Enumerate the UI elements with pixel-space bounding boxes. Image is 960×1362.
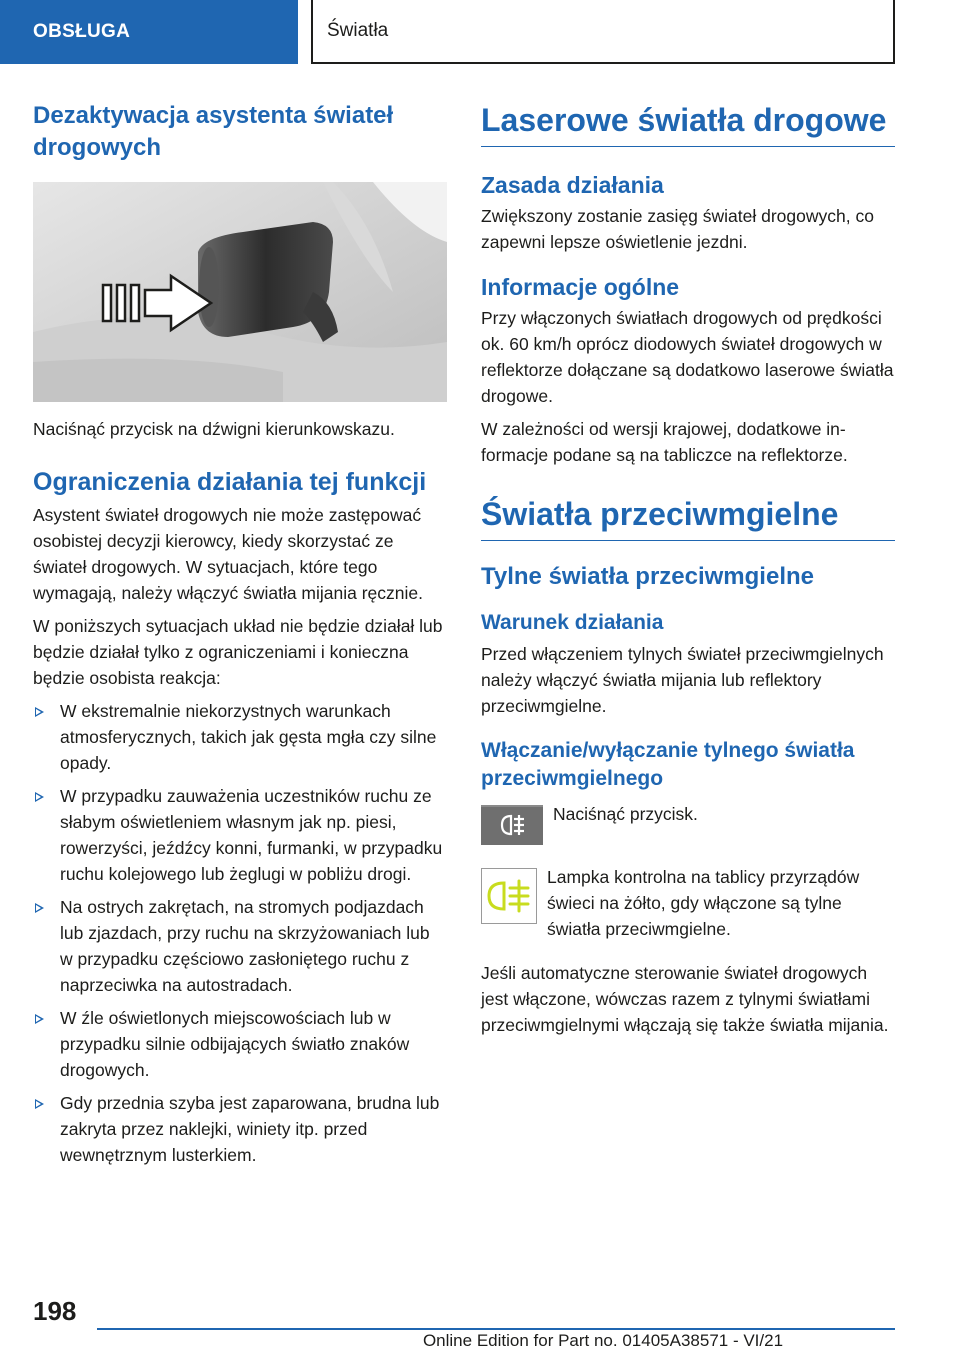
- rear-fog-indicator-icon: [481, 868, 537, 929]
- paragraph-limitations-1: Asystent świateł drogowych nie może zastępować osobistej decyzji kierowcy, kiedy skorzystać ze świateł drogowych. W sytuacjach, które tego wymagają, należy włączyć światła mijania ręcznie.: [33, 505, 424, 603]
- left-column: [33, 100, 447, 1168]
- right-column: [481, 100, 895, 1038]
- list-item: [33, 783, 447, 887]
- footer-divider: [97, 1328, 895, 1330]
- list-item: [33, 698, 447, 776]
- turn-signal-lever-figure: [33, 182, 447, 402]
- indicator-instruction-text: Lampka kontrolna na tablicy przyrządów świeci na żółto, gdy włączone są tylne światła przeciwmgielne.: [547, 867, 860, 939]
- subheading-principle: Zasada działania: [481, 172, 664, 198]
- paragraph-principle: Zwiększony zostanie zasięg świateł drogowych, co zapewni lepsze oświetlenie jezdni.: [481, 206, 874, 252]
- subheading-operating-condition: Warunek działania: [481, 611, 664, 634]
- paragraph-operating-condition: Przed włączeniem tylnych świateł przeciwmgielnych należy włączyć światła mijania lub reflektory przeciwmgielne.: [481, 644, 884, 716]
- chapter-title-text: Światła: [327, 20, 389, 41]
- heading-fog-lights: Światła przeciwmgielne: [481, 494, 895, 541]
- paragraph-general-info-1: Przy włączonych światłach drogowych od prędkości ok. 60 km/h oprócz diodowych świateł drogowych w reflektorze dołączane są dodatkowo laserowe światła drogowe.: [481, 308, 894, 406]
- indicator-instruction-row: [481, 868, 895, 942]
- heading-limitations: Ograniczenia działania tej funkcji: [33, 468, 427, 496]
- list-item-text: W źle oświetlonych miejscowościach lub w przypadku silnie odbijających światło znaków drogowych.: [60, 1008, 410, 1080]
- list-item-text: W przypadku zauważenia uczestników ruchu ze słabym oświetleniem własnym jak np. piesi, rowerzyści, jeźdźcy konni, furmanki, w przypadku ruchu kolejowego lub żeglugi w pobliżu drogi.: [60, 786, 443, 884]
- list-item-text: Na ostrych zakrętach, na stromych podjazdach lub zjazdach, przy ruchu na skrzyżowaniach lub w przypadku częściowo zasłoniętego ruchu z naprzeciwka na autostradach.: [60, 897, 430, 995]
- image-caption: Naciśnąć przycisk na dźwigni kierunkowskazu.: [33, 419, 395, 439]
- bullet-triangle-icon: [35, 707, 44, 717]
- subheading-rear-fog-lights: Tylne światła przeciwmgielne: [481, 563, 814, 590]
- paragraph-general-info-2: W zależności od wersji krajowej, dodatkowe informacje podane są na tabliczce na reflektorze.: [481, 419, 848, 465]
- page-number: 198: [33, 1296, 77, 1326]
- paragraph-auto-high-beam: Jeśli automatyczne sterowanie świateł drogowych jest włączone, wówczas razem z tylnymi światłami przeciwmgielnymi włączają się także światła mijania.: [481, 963, 889, 1035]
- footer-edition: Online Edition for Part no. 01405A38571 - VI/21: [422, 1331, 784, 1350]
- button-instruction-text: Naciśnąć przycisk.: [553, 804, 698, 824]
- chapter-title: [311, 0, 895, 64]
- list-item: [33, 1090, 447, 1168]
- bullet-triangle-icon: [35, 1014, 44, 1024]
- list-item: [33, 894, 447, 998]
- subheading-switch-rear-fog: Włączanie/wyłączanie tylnego światła przeciwmgielnego: [481, 739, 855, 790]
- lever-illustration: [33, 182, 447, 402]
- list-item-text: W ekstremalnie niekorzystnych warunkach atmosferycznych, takich jak gęsta mgła czy silne opady.: [60, 701, 437, 773]
- list-item: [33, 1005, 447, 1083]
- list-item-text: Gdy przednia szyba jest zaparowana, brudna lub zakryta przez naklejki, winiety itp. przed wewnętrznym lusterkiem.: [60, 1093, 440, 1165]
- limitations-list: [33, 698, 447, 1168]
- bullet-triangle-icon: [35, 792, 44, 802]
- bullet-triangle-icon: [35, 903, 44, 913]
- paragraph-limitations-2: W poniższych sytuacjach układ nie będzie działał lub będzie działał tylko z ograniczeniami i konieczna będzie osobista reakcja:: [33, 616, 443, 688]
- section-tab: OBSŁUGA: [0, 0, 298, 64]
- button-instruction-row: [481, 805, 895, 850]
- bullet-triangle-icon: [35, 1099, 44, 1109]
- heading-deactivate-assistant: Dezaktywacja asystenta świateł drogowych: [33, 102, 394, 161]
- rear-fog-button-icon: [481, 805, 543, 850]
- heading-laser-high-beam: Laserowe światła drogowe: [481, 100, 895, 147]
- subheading-general-info: Informacje ogólne: [481, 274, 680, 300]
